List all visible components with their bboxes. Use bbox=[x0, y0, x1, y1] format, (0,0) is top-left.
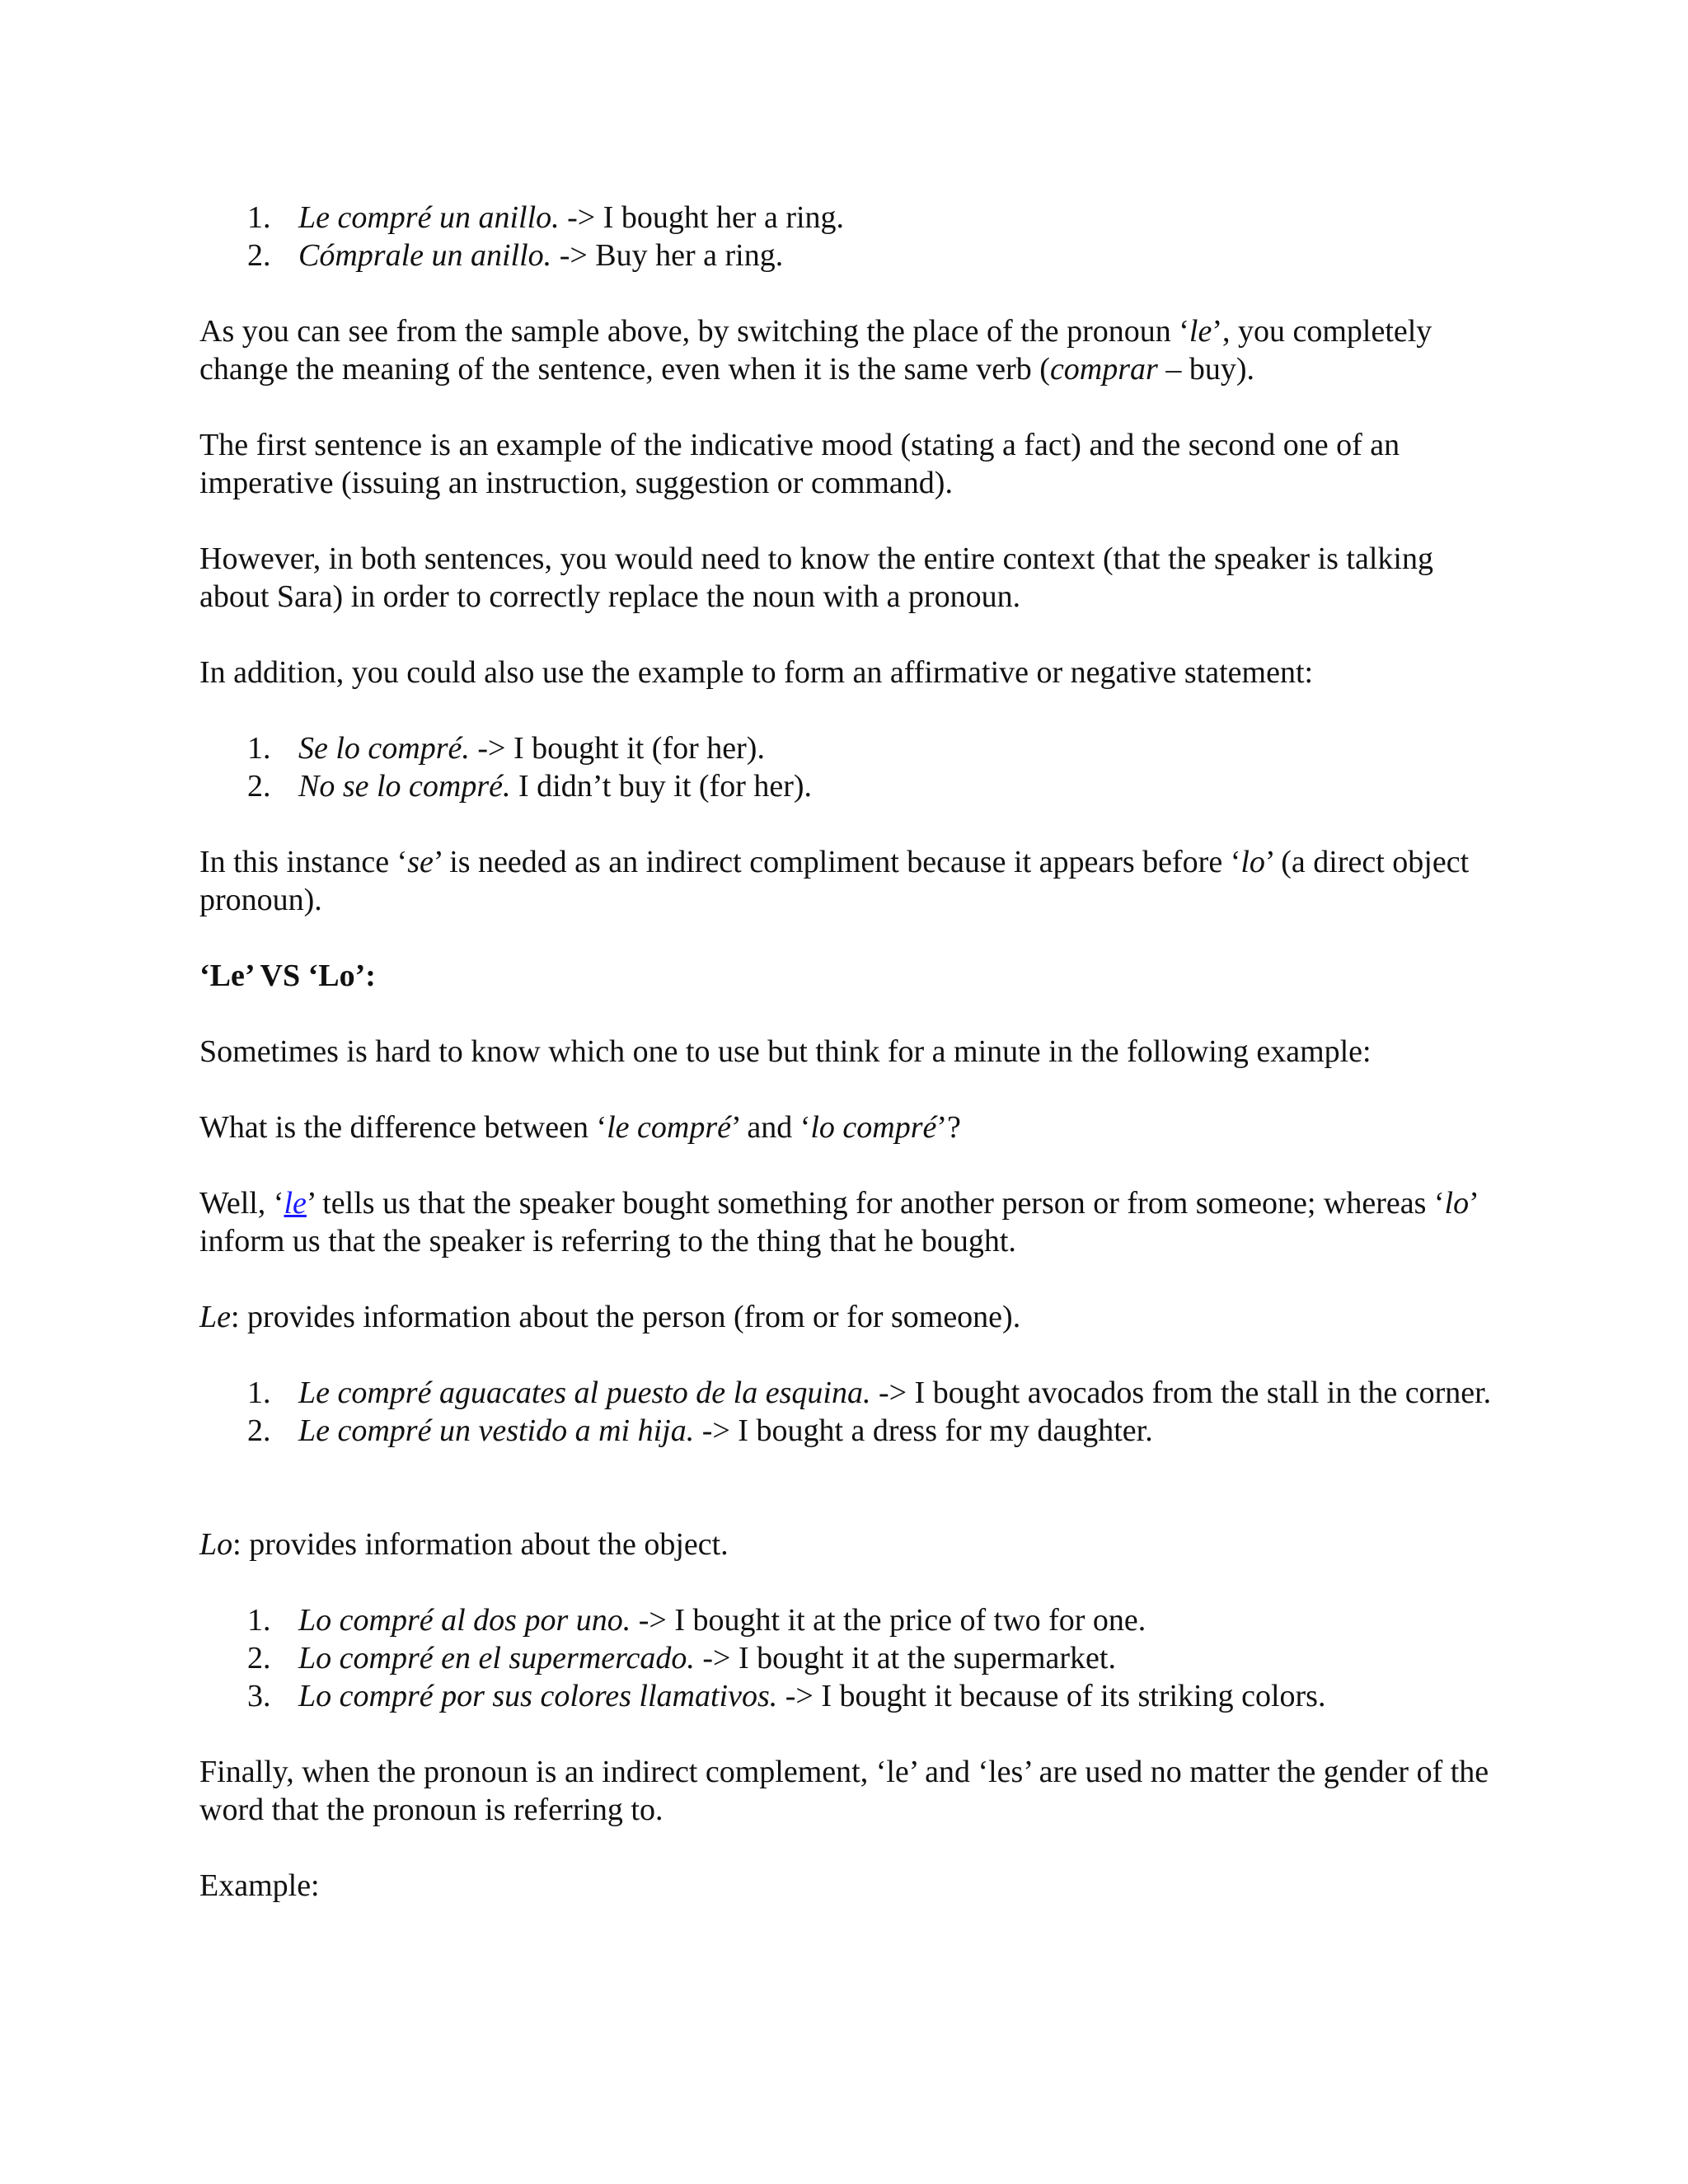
list-item bbox=[199, 1639, 1502, 1677]
example-list-lo bbox=[199, 1601, 1502, 1715]
english-translation: -> I bought her a ring. bbox=[559, 200, 845, 235]
example-list-se-lo bbox=[199, 729, 1502, 805]
list-number: 1. bbox=[247, 1603, 271, 1638]
list-item bbox=[199, 237, 1502, 274]
paragraph-example-label: Example: bbox=[199, 1868, 320, 1903]
paragraph-affirmative-negative: In addition, you could also use the example to form an affirmative or negative statement: bbox=[199, 655, 1314, 690]
paragraph-se-indirect: In this instance ‘se’ is needed as an indirect compliment because it appears before ‘lo’ (a direct object pronoun). bbox=[199, 845, 1470, 917]
section-heading: ‘Le’ VS ‘Lo’: bbox=[199, 958, 376, 993]
english-translation: -> I bought it at the price of two for one. bbox=[631, 1603, 1146, 1638]
english-translation: -> I bought avocados from the stall in the corner. bbox=[870, 1376, 1492, 1410]
list-item bbox=[199, 1601, 1502, 1639]
spanish-example: Lo compré por sus colores llamativos. bbox=[298, 1679, 778, 1713]
list-number: 1. bbox=[247, 731, 271, 766]
list-number: 2. bbox=[247, 1641, 271, 1675]
term-lo: Lo bbox=[199, 1527, 233, 1562]
english-translation: -> I bought it because of its striking colors. bbox=[777, 1679, 1326, 1713]
list-item bbox=[199, 1374, 1502, 1412]
example-list-le-comprar bbox=[199, 199, 1502, 274]
list-item bbox=[199, 1677, 1502, 1715]
paragraph-indirect-complement: Finally, when the pronoun is an indirect complement, ‘le’ and ‘les’ are used no matter the gender of the word that the pronoun is referring to. bbox=[199, 1755, 1489, 1827]
list-number: 2. bbox=[247, 1413, 271, 1448]
spanish-example: Lo compré en el supermercado. bbox=[298, 1641, 695, 1675]
list-item bbox=[199, 199, 1502, 237]
list-number: 2. bbox=[247, 238, 271, 273]
list-number: 1. bbox=[247, 200, 271, 235]
spanish-example: Cómprale un anillo. bbox=[298, 238, 552, 273]
list-number: 1. bbox=[247, 1376, 271, 1410]
paragraph-le-definition: Le: provides information about the person (from or for someone). bbox=[199, 1300, 1021, 1334]
english-translation: I didn’t buy it (for her). bbox=[510, 769, 813, 804]
list-item bbox=[199, 729, 1502, 767]
paragraph-hard-to-know: Sometimes is hard to know which one to use but think for a minute in the following example: bbox=[199, 1034, 1372, 1069]
spanish-example: Le compré aguacates al puesto de la esquina. bbox=[298, 1376, 871, 1410]
list-number: 3. bbox=[247, 1679, 271, 1713]
paragraph-lo-definition: Lo: provides information about the object. bbox=[199, 1527, 729, 1562]
spanish-example: No se lo compré. bbox=[298, 769, 511, 804]
english-translation: -> I bought a dress for my daughter. bbox=[694, 1413, 1153, 1448]
spanish-example: Lo compré al dos por uno. bbox=[298, 1603, 631, 1638]
english-translation: -> I bought it at the supermarket. bbox=[694, 1641, 1116, 1675]
paragraph-le-vs-lo-explanation: Well, ‘le’ tells us that the speaker bought something for another person or from someone; whereas ‘lo’ inform us that the speaker is referring to the thing that he bought. bbox=[199, 1186, 1477, 1258]
paragraph-indicative-imperative: The first sentence is an example of the indicative mood (stating a fact) and the second one of an imperative (issuing an instruction, suggestion or command). bbox=[199, 428, 1400, 500]
paragraph-difference-question: What is the difference between ‘le compré’ and ‘lo compré’? bbox=[199, 1110, 961, 1145]
paragraph-pronoun-placement: As you can see from the sample above, by switching the place of the pronoun ‘le’, you completely change the meaning of the sentence, even when it is the same verb (comprar – buy). bbox=[199, 314, 1432, 387]
spanish-example: Se lo compré. bbox=[298, 731, 470, 766]
english-translation: -> I bought it (for her). bbox=[469, 731, 765, 766]
list-item bbox=[199, 1412, 1502, 1450]
example-list-le bbox=[199, 1374, 1502, 1450]
paragraph-context: However, in both sentences, you would need to know the entire context (that the speaker is talking about Sara) in order to correctly replace the noun with a pronoun. bbox=[199, 541, 1433, 614]
list-item bbox=[199, 767, 1502, 805]
le-link[interactable]: le bbox=[284, 1186, 307, 1221]
list-number: 2. bbox=[247, 769, 271, 804]
spanish-example: Le compré un vestido a mi hija. bbox=[298, 1413, 695, 1448]
english-translation: -> Buy her a ring. bbox=[551, 238, 784, 273]
spanish-example: Le compré un anillo. bbox=[298, 200, 560, 235]
term-le: Le bbox=[199, 1300, 231, 1334]
